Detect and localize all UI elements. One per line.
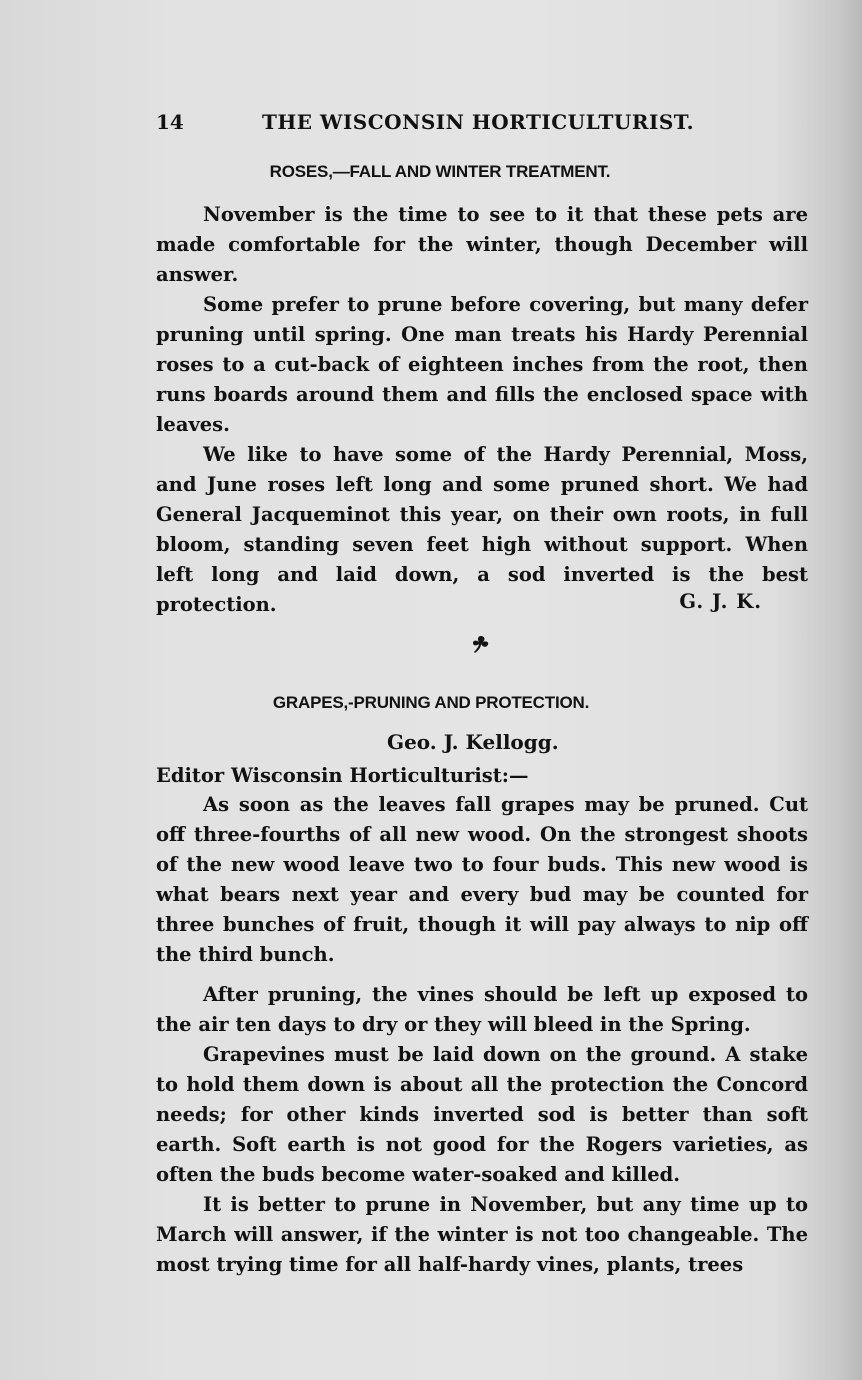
grapes-paragraph-2: After pruning, the vines should be left up exposed to the air ten days to dry or they will bleed in the Spring.: [156, 983, 808, 1036]
article-title-roses: ROSES,—FALL AND WINTER TREATMENT.: [269, 162, 611, 181]
grapes-paragraph-4: It is better to prune in November, but any time up to March will answer, if the winter is not too changeable. The most trying time for all half-hardy vines, plants, trees: [156, 1193, 808, 1276]
article-title-grapes: GRAPES,-PRUNING AND PROTECTION.: [272, 693, 590, 712]
signature: G. J. K.: [679, 590, 762, 613]
grapes-paragraph-3: Grapevines must be laid down on the ground. A stake to hold them down is about all the protection the Concord needs; for other kinds inverted sod is better than soft earth. Soft earth is not good for the Rogers varieties, as often the buds become water-soaked and killed.: [156, 1043, 808, 1186]
roses-paragraph-3: We like to have some of the Hardy Perennial, Moss, and June roses left long and some pruned short. We had General Jacqueminot this year, on their own roots, in full bloom, standing seven feet high without support. When left long and laid down, a sod inverted is the best protection.: [156, 443, 808, 616]
page-number: 14: [156, 110, 184, 134]
salutation: Editor Wisconsin Horticulturist:—: [156, 764, 529, 787]
byline: Geo. J. Kellogg.: [387, 730, 559, 754]
roses-paragraph-2: Some prefer to prune before covering, but many defer pruning until spring. One man treats his Hardy Perennial roses to a cut-back of eighteen inches from the root, then runs boards around them and fills the enclosed space with leaves.: [156, 293, 808, 436]
fleuron-icon: [471, 634, 491, 658]
roses-paragraph-1: November is the time to see to it that these pets are made comfortable for the winter, though December will answer.: [156, 203, 808, 286]
journal-title: THE WISCONSIN HORTICULTURIST.: [262, 110, 695, 134]
grapes-paragraph-1: As soon as the leaves fall grapes may be pruned. Cut off three-fourths of all new wood. On the strongest shoots of the new wood leave two to four buds. This new wood is what bears next year and every bud may be counted for three bunches of fruit, though it will pay always to nip off the third bunch.: [156, 793, 808, 966]
running-header: [156, 110, 708, 140]
